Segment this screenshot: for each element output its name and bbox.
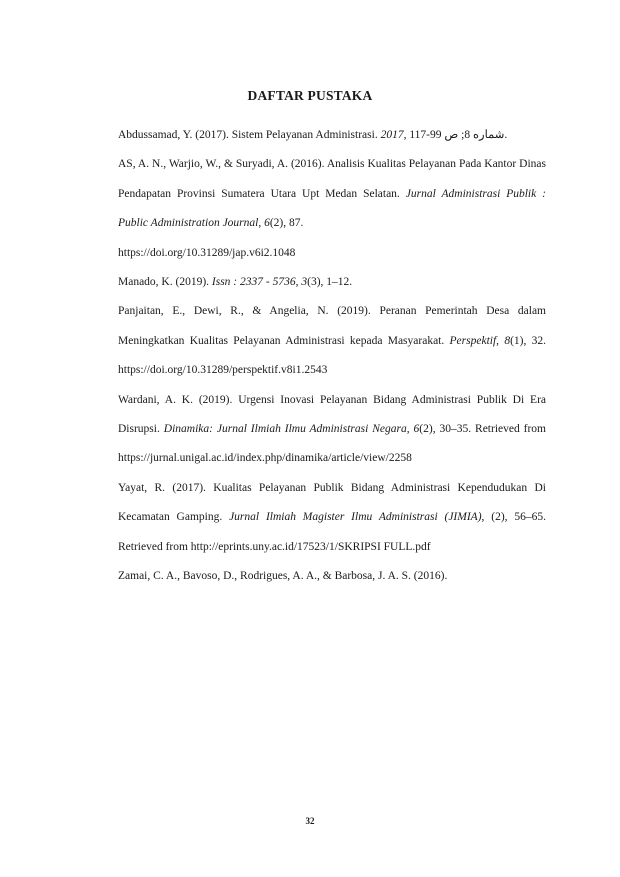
page-number: 32 xyxy=(305,816,315,826)
reference-journal: Dinamika: Jurnal Ilmiah Ilmu Administrasi Negara xyxy=(163,423,407,436)
reference-text: Wardani, A. K. (2019). Urgensi Inovasi Pelayanan Bidang Administrasi Publik Di Era Disrupsi. xyxy=(118,393,546,436)
reference-text: , xyxy=(406,423,414,436)
reference-journal: Issn : 2337 - 5736 xyxy=(211,276,296,289)
reference-text: Zamai, C. A., Bavoso, D., Rodrigues, A. A., & Barbosa, J. A. S. (2016). xyxy=(118,570,448,583)
reference-journal: Perspektif xyxy=(449,334,497,347)
reference-entry xyxy=(118,121,546,150)
reference-text: , xyxy=(496,334,505,347)
reference-text: , xyxy=(258,217,265,230)
reference-text: (1), 32. https://doi.org/10.31289/perspektif.v8i1.2543 xyxy=(118,334,546,377)
reference-entry xyxy=(118,474,546,562)
reference-text: Yayat, R. (2017). Kualitas Pelayanan Publik Bidang Administrasi Kependudukan Di Kecamatan Gamping. xyxy=(118,481,546,524)
reference-text: Panjaitan, E., Dewi, R., & Angelia, N. (2019). Peranan Pemerintah Desa dalam Meningkatkan Kualitas Pelayanan Administrasi kepada Masyarakat. xyxy=(118,305,546,347)
reference-text: , xyxy=(295,276,302,289)
reference-text: Manado, K. (2019). xyxy=(118,276,212,289)
reference-entry xyxy=(118,386,546,474)
reference-entry xyxy=(118,268,546,297)
reference-text: (2), 87. xyxy=(269,217,304,230)
reference-link[interactable]: https://doi.org/10.31289/jap.v6i2.1048 xyxy=(118,246,296,259)
reference-volume: 6 xyxy=(264,217,270,230)
reference-entry xyxy=(118,297,546,385)
reference-italic: 2017 xyxy=(380,129,404,141)
reference-journal: Jurnal Ilmiah Magister Ilmu Administrasi (JIMIA) xyxy=(229,511,482,524)
page-title: DAFTAR PUSTAKA xyxy=(247,88,373,103)
reference-text: Abdussamad, Y. (2017). Sistem Pelayanan Administrasi. xyxy=(118,129,381,141)
reference-text: (2), 30–35. Retrieved from https://jurnal.unigal.ac.id/index.php/dinamika/article/view/2258 xyxy=(118,423,546,465)
reference-volume: 8 xyxy=(504,334,511,347)
reference-entry xyxy=(118,150,546,268)
reference-list xyxy=(118,121,546,592)
reference-text: AS, A. N., Warjio, W., & Suryadi, A. (2016). Analisis Kualitas Pelayanan Pada Kantor Dinas Pendapatan Provinsi Sumatera Utara Upt Medan Selatan. xyxy=(118,158,546,200)
reference-volume: 3 xyxy=(301,276,308,289)
reference-text: , (2), 56–65. Retrieved from http://eprints.uny.ac.id/17523/1/SKRIPSI FULL.pdf xyxy=(118,511,546,553)
reference-text: , شماره 8; ص 99-117. xyxy=(403,129,508,141)
reference-entry xyxy=(118,562,546,591)
reference-volume: 6 xyxy=(413,423,420,436)
reference-journal: Jurnal Administrasi Publik : Public Administration Journal xyxy=(118,187,546,230)
reference-text: (3), 1–12. xyxy=(307,276,353,289)
